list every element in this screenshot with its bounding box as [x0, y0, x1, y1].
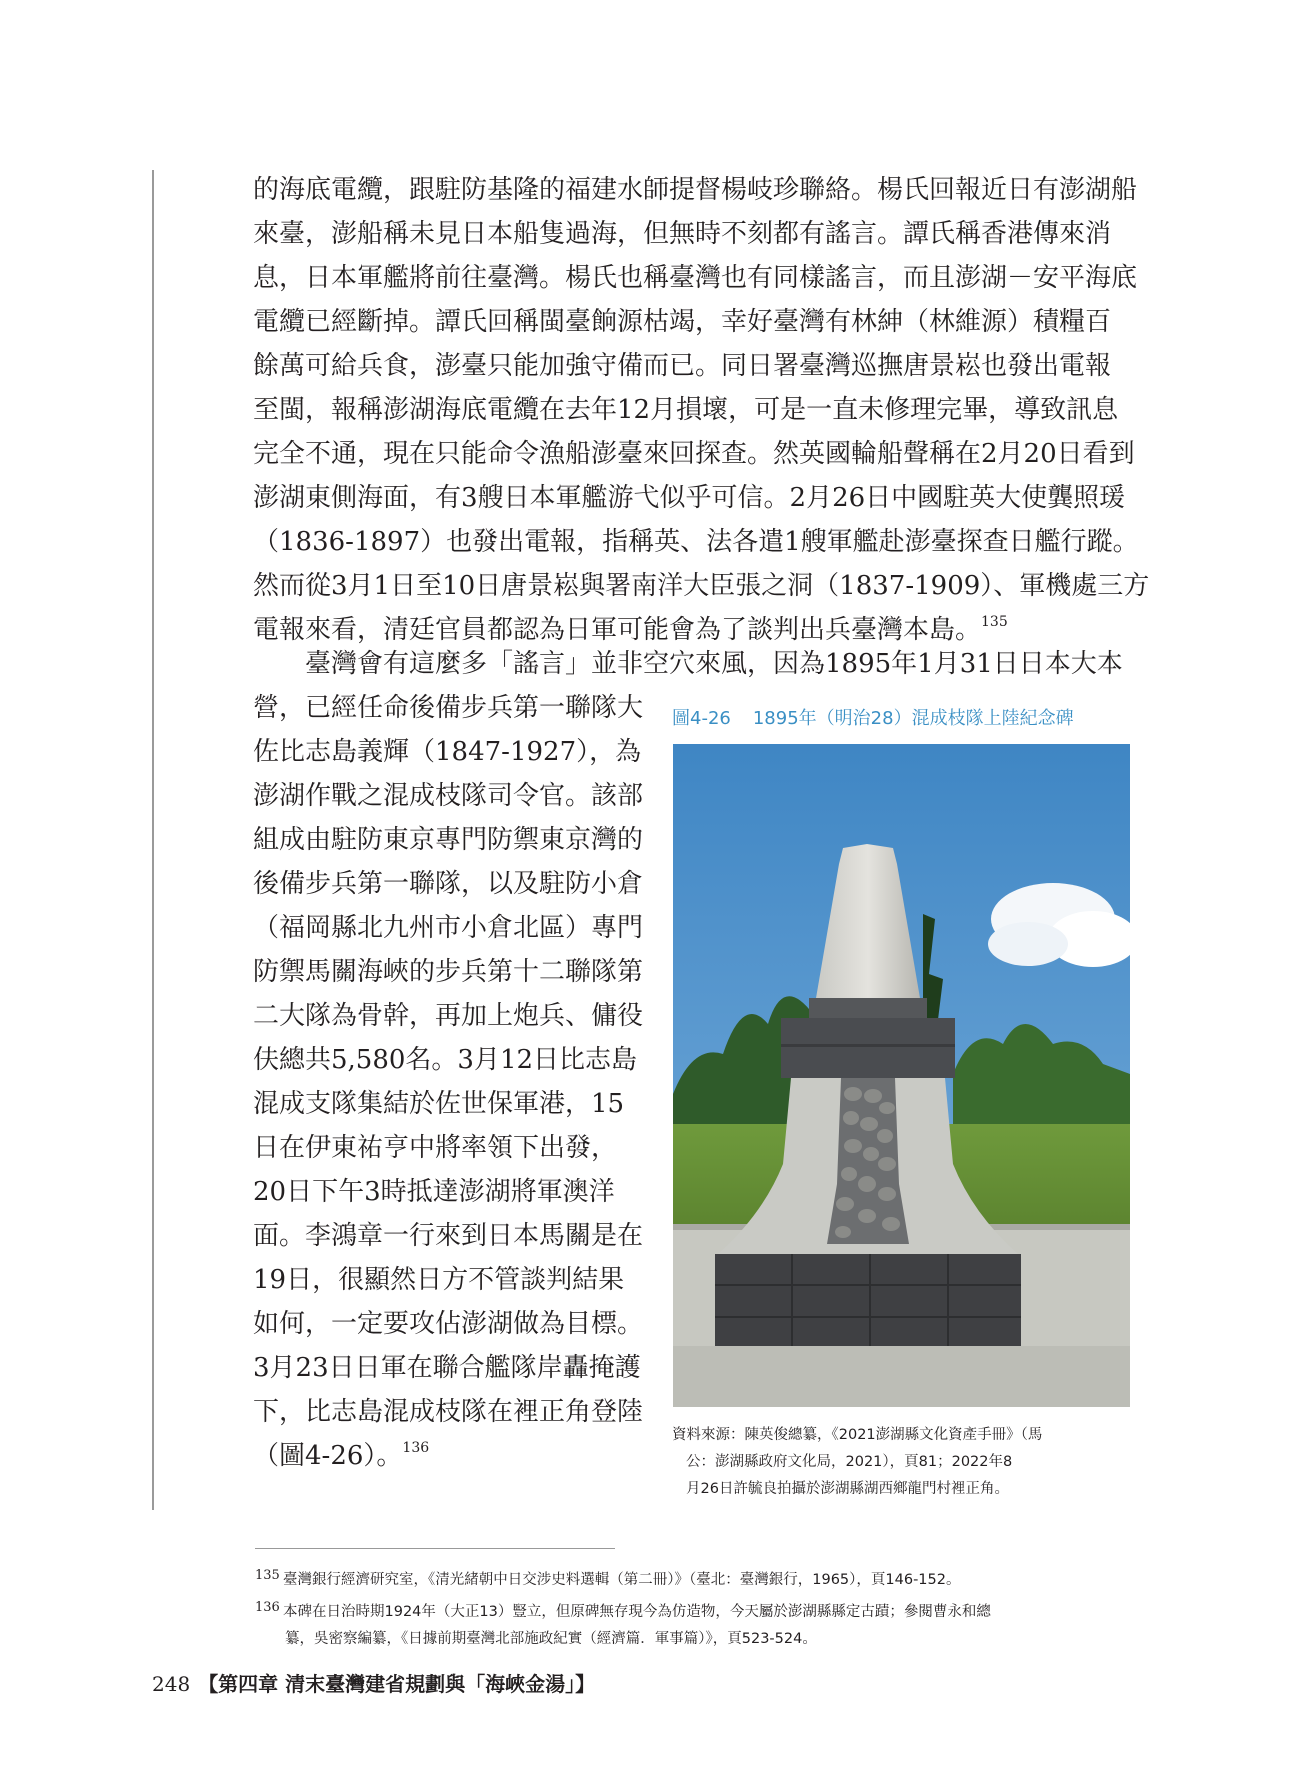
body-line: 伕總共5,580名。3月12日比志島 — [253, 1045, 638, 1075]
footnote-number: 136 — [255, 1600, 280, 1615]
source-line: 公：澎湖縣政府文化局，2021），頁81；2022年8 — [686, 1454, 1013, 1470]
photo-source — [672, 1422, 1142, 1503]
body-line: 下，比志島混成枝隊在裡正角登陸 — [253, 1397, 644, 1427]
page-number: 248 — [152, 1672, 191, 1696]
footnote-text: 本碑在日治時期1924年（大正13）豎立，但原碑無存現今為仿造物，今天屬於澎湖縣縣定古蹟；參閱曹永和總 — [283, 1604, 991, 1620]
body-line: 至閩，報稱澎湖海底電纜在去年12月損壞，可是一直未修理完畢，導致訊息 — [253, 395, 1119, 425]
body-line-text: （圖4-26）。 — [253, 1441, 403, 1471]
body-line: 然而從3月1日至10日唐景崧與署南洋大臣張之洞（1837-1909）、軍機處三方 — [253, 571, 1150, 601]
figure-caption — [672, 704, 1142, 730]
body-line: 防禦馬關海峽的步兵第十二聯隊第 — [253, 957, 644, 987]
footnote-divider — [255, 1548, 615, 1549]
body-line: 息，日本軍艦將前往臺灣。楊氏也稱臺灣也有同樣謠言，而且澎湖－安平海底 — [253, 263, 1138, 293]
body-paragraph-2-first-line — [253, 642, 1133, 686]
source-line: 月26日許毓良拍攝於澎湖縣湖西鄉龍門村裡正角。 — [686, 1481, 1009, 1497]
body-line: 二大隊為骨幹，再加上炮兵、傭役 — [253, 1001, 644, 1031]
body-line: 3月23日日軍在聯合艦隊岸轟掩護 — [253, 1353, 641, 1383]
body-line: 20日下午3時抵達澎湖將軍澳洋 — [253, 1177, 615, 1207]
footnote-number: 135 — [255, 1568, 280, 1583]
margin-rule — [152, 170, 154, 1510]
footnote-136 — [255, 1594, 1145, 1626]
body-line: 後備步兵第一聯隊，以及駐防小倉 — [253, 869, 644, 899]
footnote-136-cont: 纂，吳密察編纂，《日據前期臺灣北部施政紀實（經濟篇．軍事篇）》，頁523-524。 — [285, 1631, 817, 1647]
body-line-text: 電報來看，清廷官員都認為日軍可能會為了談判出兵臺灣本島。 — [253, 615, 982, 645]
body-line: 臺灣會有這麼多「謠言」並非空穴來風，因為1895年1月31日日本大本 — [305, 649, 1123, 679]
monument-photo — [673, 744, 1130, 1407]
body-line: （1836-1897）也發出電報，指稱英、法各遣1艘軍艦赴澎臺探查日艦行蹤。 — [253, 527, 1139, 557]
footnote-text: 臺灣銀行經濟研究室，《清光緒朝中日交涉史料選輯（第二冊）》（臺北：臺灣銀行，1965），頁146-152。 — [283, 1572, 961, 1588]
body-line-last — [253, 1434, 653, 1478]
page-footer — [152, 1668, 595, 1697]
source-line: 資料來源：陳英俊總纂，《2021澎湖縣文化資產手冊》（馬 — [672, 1427, 1043, 1443]
body-line: 的海底電纜，跟駐防基隆的福建水師提督楊岐珍聯絡。楊氏回報近日有澎湖船 — [253, 175, 1138, 205]
body-line: 混成支隊集結於佐世保軍港，15 — [253, 1089, 625, 1119]
figure-title: 1895年（明治28）混成枝隊上陸紀念碑 — [752, 708, 1074, 729]
footnote-ref-136[interactable]: 136 — [402, 1440, 430, 1456]
footnotes — [255, 1562, 1145, 1653]
body-line: 如何，一定要攻佔澎湖做為目標。 — [253, 1309, 644, 1339]
body-line: 19日，很顯然日方不管談判結果 — [253, 1265, 625, 1295]
body-line: 澎湖東側海面，有3艘日本軍艦游弋似乎可信。2月26日中國駐英大使龔照瑗 — [253, 483, 1126, 513]
figure-number: 圖4-26 — [672, 708, 731, 729]
body-line: 電纜已經斷掉。譚氏回稱閩臺餉源枯竭，幸好臺灣有林紳（林維源）積糧百 — [253, 307, 1112, 337]
body-line: 佐比志島義輝（1847-1927），為 — [253, 737, 642, 767]
body-line: 餘萬可給兵食，澎臺只能加強守備而已。同日署臺灣巡撫唐景崧也發出電報 — [253, 351, 1112, 381]
body-line: 日在伊東祐亨中將率領下出發， — [253, 1133, 618, 1163]
body-line: 面。李鴻章一行來到日本馬關是在 — [253, 1221, 644, 1251]
footnote-ref-135[interactable]: 135 — [981, 614, 1008, 630]
body-line: （福岡縣北九州市小倉北區）專門 — [253, 913, 644, 943]
body-line: 完全不通，現在只能命令漁船澎臺來回探查。然英國輪船聲稱在2月20日看到 — [253, 439, 1135, 469]
body-line: 組成由駐防東京專門防禦東京灣的 — [253, 825, 644, 855]
body-line: 營，已經任命後備步兵第一聯隊大 — [253, 693, 644, 723]
body-paragraph-1 — [253, 168, 1150, 652]
chapter-title: 【第四章 清末臺灣建省規劃與「海峽金湯」】 — [198, 1672, 596, 1696]
footnote-135 — [255, 1562, 1145, 1594]
body-line: 來臺，澎船稱未見日本船隻過海，但無時不刻都有謠言。譚氏稱香港傳來消 — [253, 219, 1112, 249]
body-line: 澎湖作戰之混成枝隊司令官。該部 — [253, 781, 644, 811]
body-paragraph-2-wrapped — [253, 686, 653, 1478]
